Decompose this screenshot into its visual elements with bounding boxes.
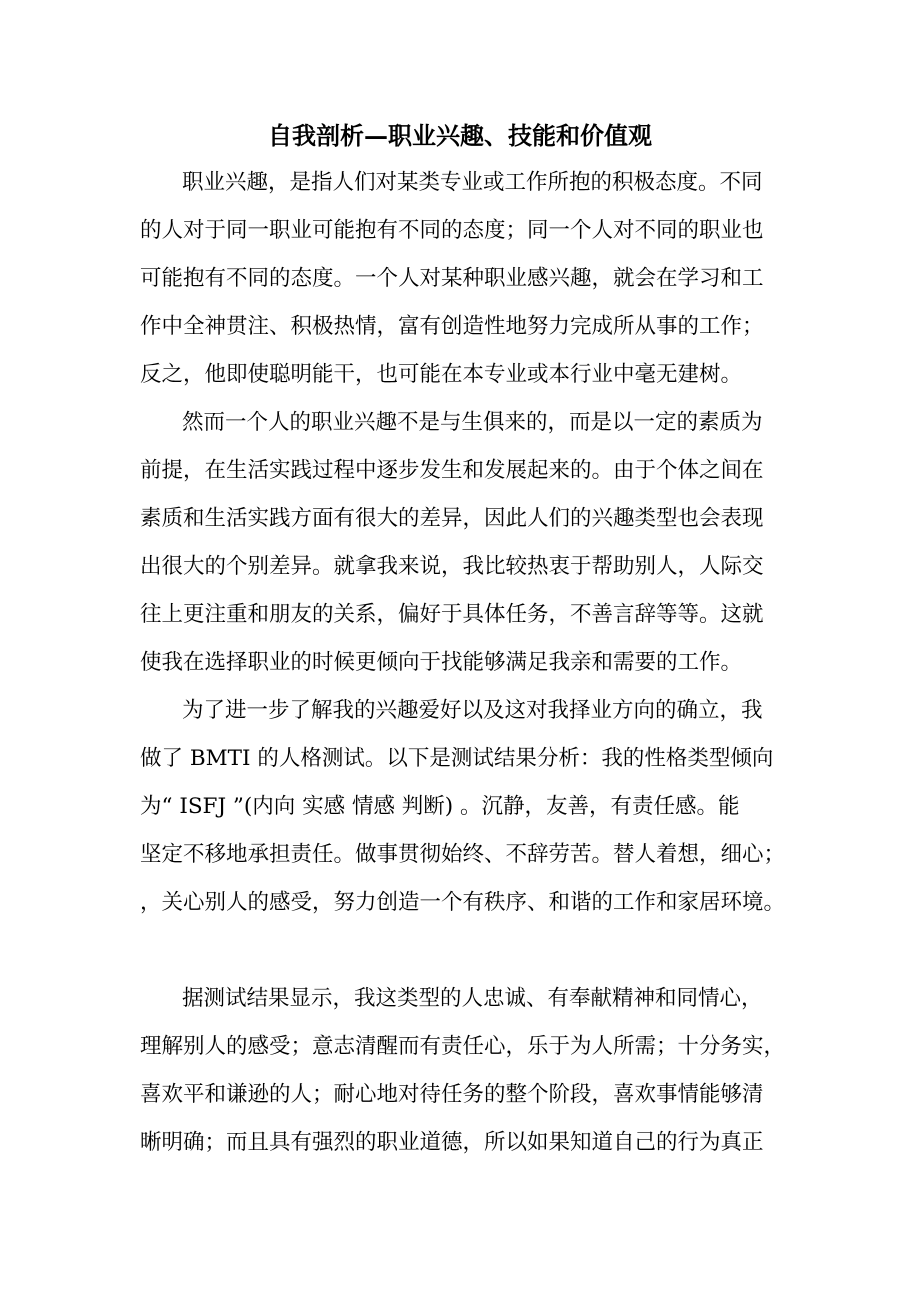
paragraph-line: 为“ ISFJ ”(内向 实感 情感 判断) 。沉静，友善，有责任感。能 [140, 794, 740, 819]
paragraph-line: 做了 BMTI 的人格测试。以下是测试结果分析：我的性格类型倾向 [140, 746, 774, 771]
paragraph-line: 坚定不移地承担责任。做事贯彻始终、不辞劳苦。替人着想，细心； [140, 842, 786, 867]
paragraph-line: 理解别人的感受；意志清醒而有责任心，乐于为人所需；十分务实， [140, 1034, 786, 1059]
paragraph-line: 的人对于同一职业可能抱有不同的态度；同一个人对不同的职业也 [140, 218, 764, 243]
paragraph-line: 喜欢平和谦逊的人；耐心地对待任务的整个阶段，喜欢事情能够清 [140, 1082, 764, 1107]
paragraph-line: 据测试结果显示，我这类型的人忠诚、有奉献精神和同情心， [182, 986, 763, 1011]
paragraph-line: 可能抱有不同的态度。一个人对某种职业感兴趣，就会在学习和工 [140, 266, 764, 291]
paragraph-line: ，关心别人的感受，努力创造一个有秩序、和谐的工作和家居环境。 [140, 890, 786, 915]
paragraph-line: 往上更注重和朋友的关系，偏好于具体任务，不善言辞等等。这就 [140, 602, 764, 627]
paragraph-line: 然而一个人的职业兴趣不是与生俱来的，而是以一定的素质为 [182, 410, 763, 435]
paragraph-line: 前提，在生活实践过程中逐步发生和发展起来的。由于个体之间在 [140, 458, 764, 483]
paragraph-line: 为了进一步了解我的兴趣爱好以及这对我择业方向的确立，我 [182, 698, 763, 723]
paragraph-line: 作中全神贯注、积极热情，富有创造性地努力完成所从事的工作； [140, 314, 764, 339]
paragraph-line: 职业兴趣，是指人们对某类专业或工作所抱的积极态度。不同 [182, 170, 763, 195]
paragraph-line: 出很大的个别差异。就拿我来说，我比较热衷于帮助别人，人际交 [140, 554, 764, 579]
paragraph-line: 使我在选择职业的时候更倾向于找能够满足我亲和需要的工作。 [140, 650, 743, 675]
paragraph-line: 晰明确；而且具有强烈的职业道德，所以如果知道自己的行为真正 [140, 1130, 764, 1155]
paragraph-line: 反之，他即使聪明能干，也可能在本专业或本行业中毫无建树。 [140, 362, 743, 387]
document-title: 自我剖析—职业兴趣、技能和价值观 [268, 121, 652, 150]
paragraph-line: 素质和生活实践方面有很大的差异，因此人们的兴趣类型也会表现 [140, 506, 764, 531]
